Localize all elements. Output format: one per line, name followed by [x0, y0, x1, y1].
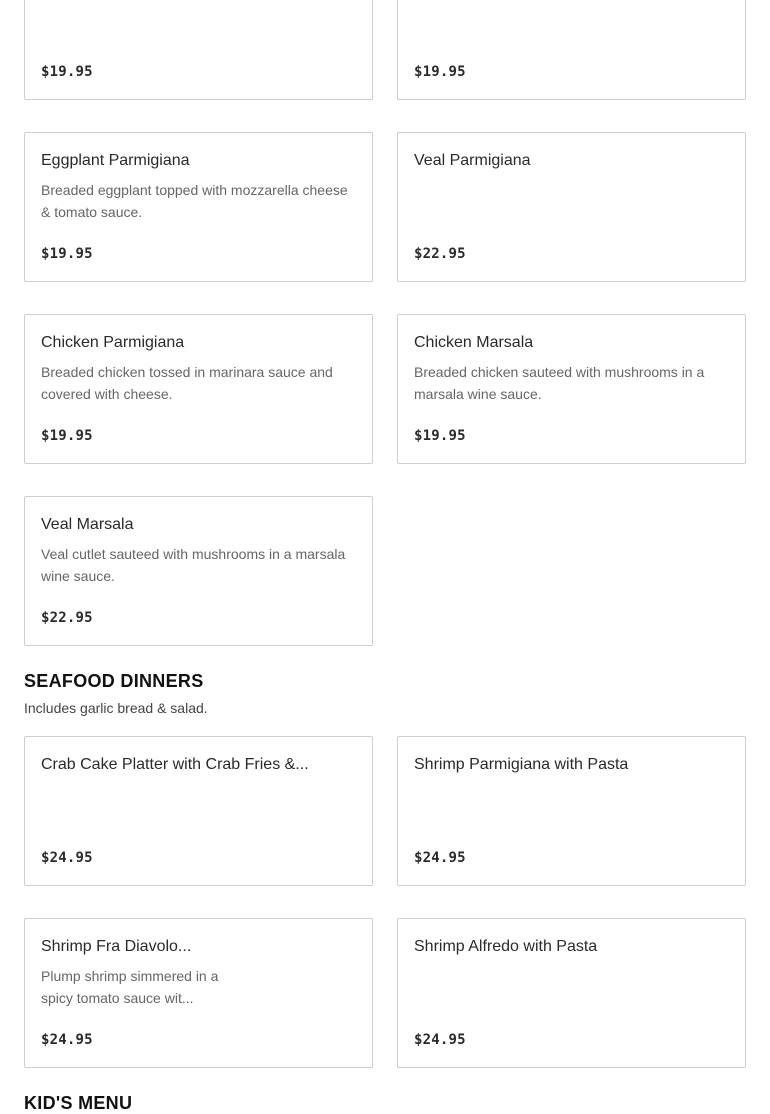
menu-item-price: $24.95 [41, 850, 93, 866]
menu-item-card[interactable] [24, 132, 373, 282]
menu-item-price: $22.95 [414, 246, 466, 262]
section-title-kids: KID'S MENU [24, 1093, 133, 1113]
menu-item-card[interactable] [24, 496, 373, 646]
menu-item-description: Breaded chicken tossed in marinara sauce and covered with cheese. [41, 364, 333, 402]
menu-item-description: Veal cutlet sauteed with mushrooms in a marsala wine sauce. [41, 546, 346, 584]
menu-item-description: Plump shrimp simmered in a spicy tomato sauce wit... [41, 968, 219, 1006]
menu-item-card[interactable] [397, 918, 746, 1068]
menu-item-price: $19.95 [414, 64, 466, 80]
menu-item-name: Crab Cake Platter with Crab Fries &... [41, 756, 309, 773]
menu-item-description: Breaded chicken sauteed with mushrooms in a marsala wine sauce. [414, 364, 705, 402]
menu-item-price: $19.95 [41, 64, 93, 80]
menu-item-card[interactable] [24, 0, 373, 100]
menu-item-name: Veal Parmigiana [414, 152, 531, 169]
menu-item-price: $19.95 [41, 428, 93, 444]
menu-item-card[interactable] [397, 736, 746, 886]
menu-item-card[interactable] [24, 314, 373, 464]
menu-item-name: Shrimp Alfredo with Pasta [414, 938, 598, 955]
menu-item-card[interactable] [24, 918, 373, 1068]
menu-item-price: $19.95 [41, 246, 93, 262]
menu-item-price: $24.95 [414, 1032, 466, 1048]
menu-item-name: Veal Marsala [41, 516, 134, 533]
menu-item-card[interactable] [397, 314, 746, 464]
menu-item-name: Shrimp Fra Diavolo... [41, 938, 192, 955]
menu-item-price: $22.95 [41, 610, 93, 626]
menu-item-card[interactable] [397, 132, 746, 282]
menu-item-card[interactable] [24, 736, 373, 886]
menu-item-name: Shrimp Parmigiana with Pasta [414, 756, 629, 773]
menu-item-price: $24.95 [414, 850, 466, 866]
menu-item-name: Chicken Marsala [414, 334, 534, 351]
section-title-seafood: SEAFOOD DINNERS [24, 671, 204, 691]
section-subtitle-seafood: Includes garlic bread & salad. [24, 700, 208, 716]
menu-item-card[interactable] [397, 0, 746, 100]
menu-item-name: Chicken Parmigiana [41, 334, 185, 351]
menu-item-price: $24.95 [41, 1032, 93, 1048]
menu-item-description: Breaded eggplant topped with mozzarella cheese & tomato sauce. [41, 182, 348, 220]
menu-item-name: Eggplant Parmigiana [41, 152, 190, 169]
menu-item-price: $19.95 [414, 428, 466, 444]
